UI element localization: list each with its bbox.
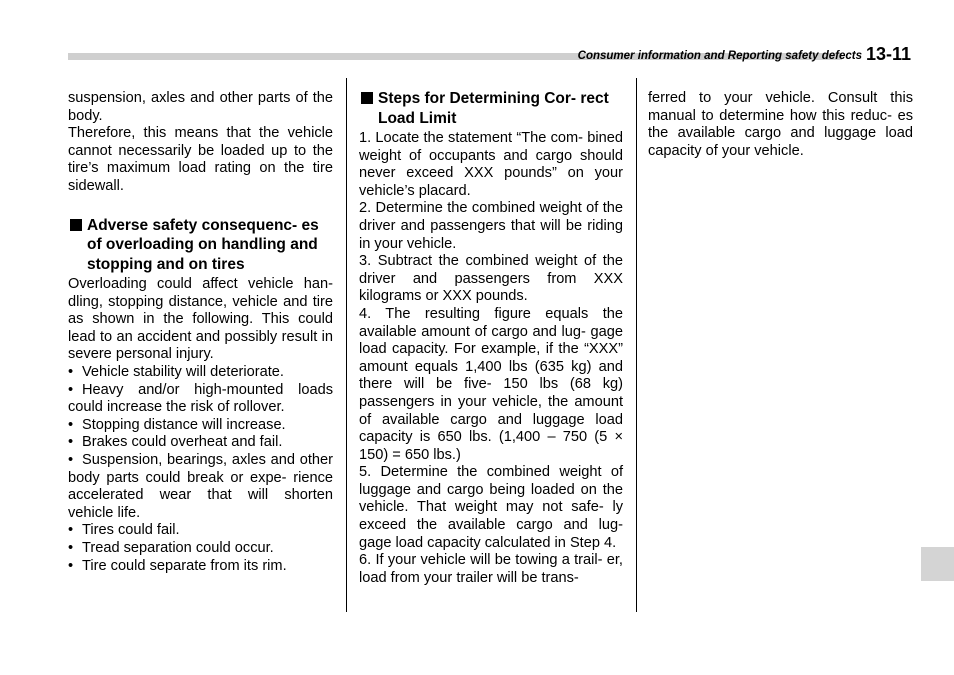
bullet-item: • Tread separation could occur.	[68, 539, 274, 556]
section-heading-load-limit	[359, 89, 623, 128]
section-title: Consumer information and Reporting safety defects	[577, 50, 862, 62]
bullet-item: • Tires could fail.	[68, 522, 180, 539]
column-divider-right	[636, 78, 637, 612]
intro-paragraph-2: Therefore, this means that the vehicle cannot necessarily be loaded up to the tire’s maximum load rating on the tire sidewall.	[68, 125, 333, 194]
bullet-item: • Heavy and/or high-mounted loads could increase the risk of rollover.	[68, 381, 333, 416]
column-divider-left	[346, 78, 347, 612]
continued-paragraph: ferred to your vehicle. Consult this manual to determine how this reduc- es the available cargo and luggage load capacity of your vehicle.	[648, 90, 913, 159]
bullet-icon: •	[68, 557, 74, 574]
bullet-item: • Suspension, bearings, axles and other body parts could break or expe- rience accelerated wear that will shorten vehicle life.	[68, 452, 333, 521]
section-heading-overloading	[68, 216, 333, 275]
chapter-side-tab	[921, 547, 954, 581]
step-item: 5. Determine the combined weight of luggage and cargo being loaded on the vehicle. That weight may not safe- ly exceed the available cargo and lug- gage load capacity calculated in Step 4.	[359, 464, 623, 551]
intro-paragraph-1: suspension, axles and other parts of the body.	[68, 90, 333, 124]
step-item: 2. Determine the combined weight of the driver and passengers that will be riding in your vehicle.	[359, 200, 623, 252]
bullet-icon: •	[68, 434, 74, 451]
column-left	[68, 90, 333, 575]
step-item: 4. The resulting figure equals the available amount of cargo and lug- gage load capacity. For example, if the “XXX” amount equals 1,400 lbs (635 kg) and there will be five- 150 lbs (68 kg) passengers in your vehicle, the amount of available cargo and luggage load capacity is 650 lbs. (1,400 – 750 (5 × 150) = 650 lbs.)	[359, 305, 623, 463]
bullet-icon: •	[68, 381, 74, 398]
bullet-icon: •	[68, 522, 74, 539]
overloading-paragraph: Overloading could affect vehicle han- dling, stopping distance, vehicle and tire as shown in the following. This could lead to an accident and possibly result in severe personal injury.	[68, 276, 333, 363]
bullet-item: • Stopping distance will increase.	[68, 416, 286, 433]
bullet-icon: •	[68, 364, 74, 381]
column-right	[648, 90, 913, 160]
bullet-icon: •	[68, 452, 74, 468]
step-item: 6. If your vehicle will be towing a trail- er, load from your trailer will be trans-	[359, 552, 623, 586]
page-number: 13-11	[866, 44, 912, 64]
heading-square-icon	[361, 92, 373, 104]
bullet-icon: •	[68, 416, 74, 433]
heading-text: Adverse safety consequenc- es of overloading on handling and stopping and on tires	[87, 216, 319, 273]
bullet-item: • Tire could separate from its rim.	[68, 557, 287, 574]
heading-square-icon	[70, 219, 82, 231]
bullet-item: • Vehicle stability will deteriorate.	[68, 364, 284, 381]
step-item: 1. Locate the statement “The com- bined weight of occupants and cargo should never exceed XXX pounds” on your vehicle’s placard.	[359, 130, 623, 199]
column-middle	[359, 90, 623, 587]
heading-text: Steps for Determining Cor- rect Load Limit	[378, 90, 609, 127]
bullet-item: • Brakes could overheat and fail.	[68, 434, 283, 451]
bullet-icon: •	[68, 539, 74, 556]
step-item: 3. Subtract the combined weight of the driver and passengers from XXX kilograms or XXX pounds.	[359, 253, 623, 305]
